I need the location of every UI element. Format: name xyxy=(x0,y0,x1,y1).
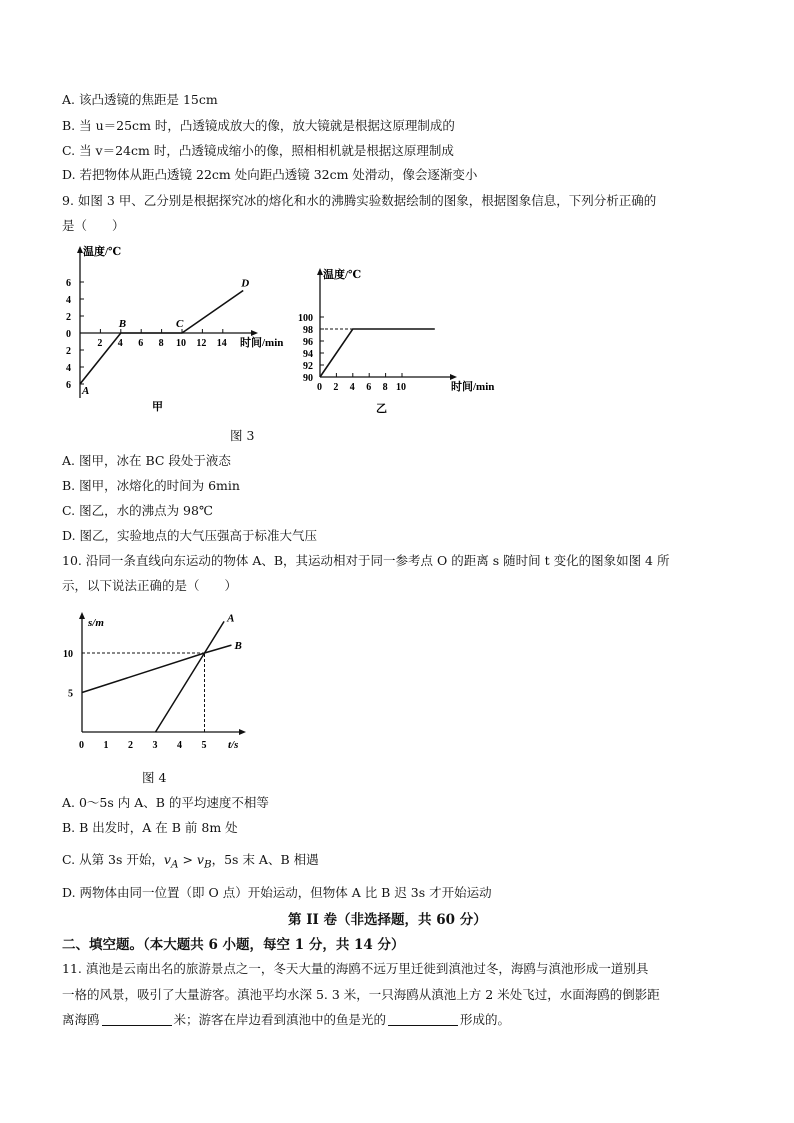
q10-option-a: A. 0～5s 内 A、B 的平均速度不相等 xyxy=(62,795,269,810)
q8-option-a: A. 该凸透镜的焦距是 15cm xyxy=(62,92,218,107)
x-tick-label: 0 xyxy=(317,382,322,393)
x-tick-label: 14 xyxy=(216,338,227,349)
q8-option-b: B. 当 u＝25cm 时，凸透镜成放大的像，放大镜就是根据这原理制成的 xyxy=(62,118,455,133)
q9-option-b: B. 图甲，冰熔化的时间为 6min xyxy=(62,478,240,493)
y-tick-label: 6 xyxy=(66,278,71,289)
greater-than: > xyxy=(178,852,197,867)
velocity-a: $v_A$ xyxy=(163,852,179,871)
y-axis-label: 温度/℃ xyxy=(83,246,122,258)
q11-text-a: 离海鸥 xyxy=(62,1012,100,1027)
q8-option-d: D. 若把物体从距凸透镜 22cm 处向距凸透镜 32cm 处滑动，像会逐渐变小 xyxy=(62,167,478,182)
point-label-a: A xyxy=(82,385,90,397)
y-axis-label: s/m xyxy=(88,617,104,629)
q11-blank-2[interactable] xyxy=(388,1013,458,1026)
y-tick-label: 92 xyxy=(303,361,313,372)
y-tick-label: 4 xyxy=(66,295,71,306)
x-axis-arrow xyxy=(251,330,258,336)
x-tick-label: 2 xyxy=(97,338,103,349)
velocity-b: $v_B$ xyxy=(196,852,212,871)
y-tick-label: 98 xyxy=(303,325,313,336)
x-tick-label: 4 xyxy=(177,740,182,751)
y-tick-label: 2 xyxy=(66,312,71,323)
x-tick-label: 6 xyxy=(366,382,372,393)
chart-title: 乙 xyxy=(376,403,387,415)
x-axis-label: 时间/min xyxy=(240,337,284,349)
q10-option-b: B. B 出发时，A 在 B 前 8m 处 xyxy=(62,820,238,835)
y-tick-label: 4 xyxy=(66,363,71,374)
figure-3-caption: 图 3 xyxy=(230,428,255,443)
y-tick-label: 0 xyxy=(66,329,71,340)
x-axis-label: t/s xyxy=(228,739,239,751)
y-axis-arrow xyxy=(79,612,85,619)
q11-line3 xyxy=(62,1012,510,1028)
y-tick-label: 100 xyxy=(298,313,313,324)
q11-blank-1[interactable] xyxy=(102,1013,172,1026)
y-tick-label: 10 xyxy=(63,649,73,660)
part-2-title: 第 II 卷（非选择题，共 60 分） xyxy=(288,912,487,928)
q9-stem-line2: 是（ ） xyxy=(62,218,125,233)
figure-3-jia-chart xyxy=(62,238,292,418)
series-line-a xyxy=(156,621,225,732)
y-tick-label: 2 xyxy=(66,346,71,357)
y-tick-label: 6 xyxy=(66,380,71,391)
x-tick-label: 10 xyxy=(176,338,186,349)
q10-option-d: D. 两物体由同一位置（即 O 点）开始运动，但物体 A 比 B 迟 3s 才开始运动 xyxy=(62,885,492,900)
section-2-title: 二、填空题。（本大题共 6 小题，每空 1 分，共 14 分） xyxy=(62,937,405,953)
x-tick-label: 3 xyxy=(152,740,158,751)
x-tick-label: 6 xyxy=(138,338,144,349)
q9-stem-line1: 9. 如图 3 甲、乙分别是根据探究冰的熔化和水的沸腾实验数据绘制的图象，根据图象信息，下列分析正确的 xyxy=(62,193,657,208)
x-tick-label: 2 xyxy=(128,740,133,751)
q9-option-c: C. 图乙，水的沸点为 98℃ xyxy=(62,503,213,518)
chart-title: 甲 xyxy=(152,401,163,413)
q10-option-c xyxy=(62,852,319,873)
q9-option-a: A. 图甲，冰在 BC 段处于液态 xyxy=(62,453,231,468)
x-tick-label: 5 xyxy=(201,740,207,751)
figure-4-chart xyxy=(62,608,262,756)
series-line-b xyxy=(82,645,231,692)
x-tick-label: 12 xyxy=(196,338,207,349)
y-tick-label: 90 xyxy=(303,373,313,384)
q10-option-c-suffix: ，5s 末 A、B 相遇 xyxy=(211,852,319,867)
y-tick-label: 5 xyxy=(68,688,73,700)
x-tick-label: 8 xyxy=(158,338,164,349)
x-tick-label: 10 xyxy=(396,382,406,393)
q11-text-c: 形成的。 xyxy=(460,1012,511,1027)
x-axis-label: 时间/min xyxy=(451,381,495,393)
figure-3-yi-chart xyxy=(296,262,516,420)
x-tick-label: 0 xyxy=(79,740,84,751)
x-axis-arrow xyxy=(239,729,246,735)
q10-option-c-prefix: C. 从第 3s 开始， xyxy=(62,852,164,867)
figure-4-caption: 图 4 xyxy=(142,770,167,785)
q10-stem-line2: 示，以下说法正确的是（ ） xyxy=(62,578,238,593)
q9-option-d: D. 图乙，实验地点的大气压强高于标准大气压 xyxy=(62,528,318,543)
series-line xyxy=(320,329,435,377)
series-label-b: B xyxy=(234,640,242,653)
q11-line2: 一格的风景，吸引了大量游客。滇池平均水深 5. 3 米，一只海鸥从滇池上方 2 米处飞过，水面海鸥的倒影距 xyxy=(62,987,660,1002)
q10-stem-line1: 10. 沿同一条直线向东运动的物体 A、B，其运动相对于同一参考点 O 的距离 s 随时间 t 变化的图象如图 4 所 xyxy=(62,553,670,568)
x-tick-label: 2 xyxy=(333,382,339,393)
point-label-d: D xyxy=(241,277,250,290)
x-axis-arrow xyxy=(450,374,457,380)
q11-text-b: 米；游客在岸边看到滇池中的鱼是光的 xyxy=(173,1012,387,1027)
x-tick-label: 4 xyxy=(117,338,123,349)
y-tick-label: 94 xyxy=(303,349,313,360)
point-label-b: B xyxy=(118,318,127,330)
q11-line1: 11. 滇池是云南出名的旅游景点之一，冬天大量的海鸥不远万里迁徙到滇池过冬，海鸥与滇池形成一道别具 xyxy=(62,961,649,976)
y-tick-label: 96 xyxy=(303,337,313,348)
x-tick-label: 1 xyxy=(103,740,109,751)
x-tick-label: 4 xyxy=(349,382,355,393)
y-axis-label: 温度/℃ xyxy=(323,269,362,281)
q8-option-c: C. 当 v＝24cm 时，凸透镜成缩小的像，照相相机就是根据这原理制成 xyxy=(62,143,454,158)
series-label-a: A xyxy=(227,612,235,625)
point-label-c: C xyxy=(176,318,184,330)
x-tick-label: 8 xyxy=(382,382,388,393)
